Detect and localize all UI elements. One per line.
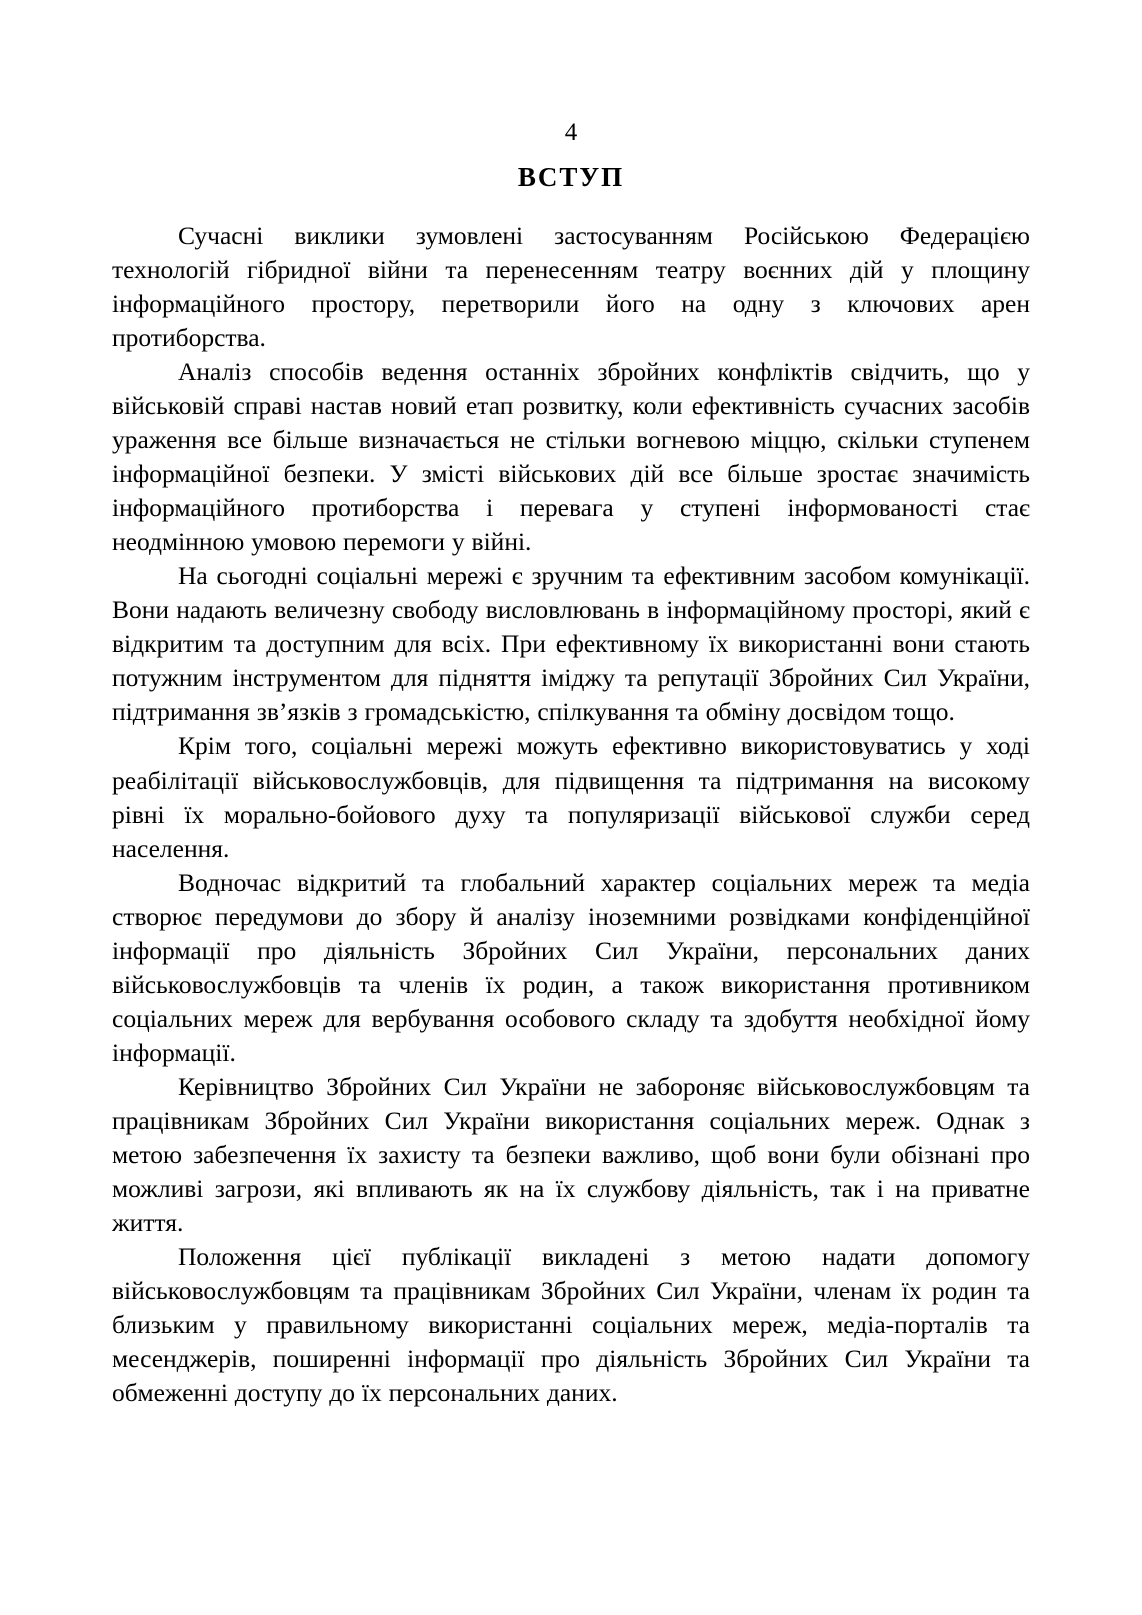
page-number: 4 — [564, 119, 578, 146]
page-title: ВСТУП — [517, 162, 625, 192]
paragraph: Положення цієї публікації викладені з метою надати допомогу військовослужбовцям та працівникам Збройних Сил України, членам їх родин та близьким у правильному використанні соціальних мереж, медіа-порталів та месенджерів, поширенні інформації про діяльність Збройних Сил України та обмеженні доступу до їх персональних даних. — [112, 1241, 1030, 1408]
paragraph: Керівництво Збройних Сил України не забороняє військовослужбовцям та працівникам Збройних Сил України використання соціальних мереж. Однак з метою забезпечення їх захисту та безпеки важливо, щоб вони були обізнані про можливі загрози, які впливають як на їх службову діяльність, так і на приватне життя. — [112, 1071, 1030, 1237]
paragraph: Водночас відкритий та глобальний характер соціальних мереж та медіа створює передумови до збору й аналізу іноземними розвідками конфіденційної інформації про діяльність Збройних Сил України, персональних даних військовослужбовців та членів їх родин, а також використання противником соціальних мереж для вербування особового складу та здобуття необхідної йому інформації. — [112, 867, 1030, 1067]
paragraph: Аналіз способів ведення останніх збройних конфліктів свідчить, що у військовій справі настав новий етап розвитку, коли ефективність сучасних засобів ураження все більше визначається не стільки вогневою міццю, скільки ступенем інформаційної безпеки. У змісті військових дій все більше зростає значимість інформаційного протиборства і перевага у ступені інформованості стає неодмінною умовою перемоги у війні. — [112, 357, 1030, 557]
paragraph: На сьогодні соціальні мережі є зручним та ефективним засобом комунікації. Вони надають величезну свободу висловлювань в інформаційному просторі, який є відкритим та доступним для всіх. При ефективному їх використанні вони стають потужним інструментом для підняття іміджу та репутації Збройних Сил України, підтримання зв’язків з громадськістю, спілкування та обміну досвідом тощо. — [112, 561, 1030, 727]
paragraph: Крім того, соціальні мережі можуть ефективно використовуватись у ході реабілітації військовослужбовців, для підвищення та підтримання на високому рівні їх морально-бойового духу та популяризації військової служби серед населення. — [112, 731, 1030, 863]
paragraph: Сучасні виклики зумовлені застосуванням Російською Федерацією технологій гібридної війни та перенесенням театру воєнних дій у площину інформаційного простору, перетворили його на одну з ключових арен протиборства. — [112, 221, 1030, 353]
document-body — [112, 219, 1030, 1410]
